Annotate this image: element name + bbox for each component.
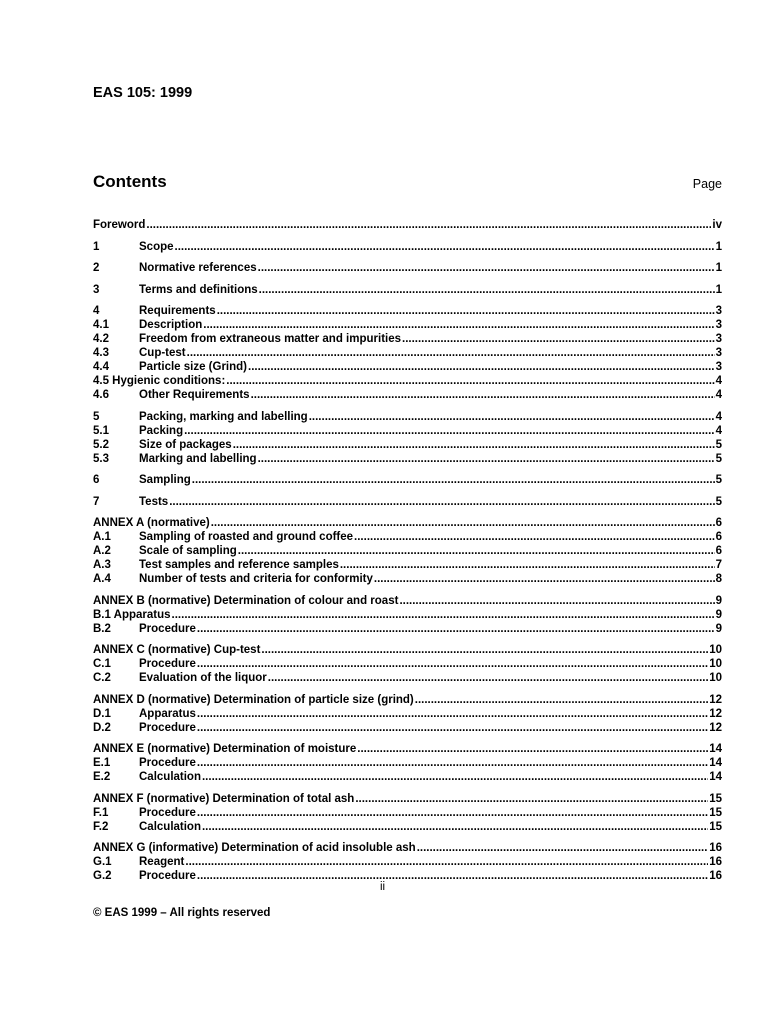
toc-entry-page: 4	[715, 389, 722, 401]
contents-heading: Contents	[93, 172, 167, 191]
toc-entry	[93, 806, 722, 820]
toc-entry	[93, 792, 722, 806]
toc-dot-leader	[399, 594, 714, 608]
toc-entry	[93, 304, 722, 318]
toc-dot-leader	[309, 410, 715, 424]
toc-dot-leader	[258, 261, 715, 275]
toc-entry-title: Terms and definitions	[139, 283, 258, 296]
toc-entry-title: ANNEX D (normative) Determination of particle size (grind)	[93, 693, 414, 706]
toc-entry-number: 4.3	[93, 347, 109, 359]
toc-entry-title: Particle size (Grind)	[139, 361, 248, 373]
toc-entry-page: 3	[715, 347, 722, 359]
toc-entry-page: 12	[709, 693, 722, 706]
toc-entry	[93, 544, 722, 558]
toc-dot-leader	[184, 424, 714, 438]
toc-entry-page: iv	[712, 219, 722, 231]
toc-entry	[93, 693, 722, 707]
toc-entry-page: 16	[709, 870, 722, 882]
toc-entry-title: Procedure	[139, 870, 196, 882]
toc-entry	[93, 360, 722, 374]
toc-entry-title: ANNEX G (informative) Determination of acid insoluble ash	[93, 842, 416, 854]
toc-entry	[93, 657, 722, 671]
toc-entry-number: E.1	[93, 757, 111, 769]
toc-entry-number: C.1	[93, 658, 111, 670]
toc-entry	[93, 346, 722, 360]
toc-entry-page: 6	[715, 517, 722, 529]
copyright-notice: © EAS 1999 – All rights reserved	[93, 907, 271, 919]
toc-dot-leader	[354, 530, 715, 544]
toc-entry-title: Marking and labelling	[139, 452, 257, 465]
toc-entry-number: A.4	[93, 573, 111, 585]
toc-entry-page: 15	[709, 792, 722, 805]
toc-entry-title: Other Requirements	[139, 389, 250, 401]
toc-entry-title: Evaluation of the liquor	[139, 672, 267, 684]
toc-entry-page: 10	[709, 644, 722, 656]
toc-entry-page: 14	[709, 743, 722, 755]
toc-entry-number: F.1	[93, 806, 109, 819]
toc-entry	[93, 438, 722, 452]
toc-entry-title: Scope	[139, 240, 174, 253]
toc-dot-leader	[175, 240, 715, 254]
toc-entry-title: Calculation	[139, 771, 201, 783]
toc-entry-number: 3	[93, 283, 100, 296]
toc-entry-title: Normative references	[139, 262, 257, 274]
toc-dot-leader	[202, 820, 708, 834]
toc-entry-title: Scale of sampling	[139, 545, 237, 557]
toc-dot-leader	[172, 608, 715, 622]
toc-dot-leader	[402, 332, 715, 346]
toc-entry-page: 6	[715, 531, 722, 543]
toc-dot-leader	[211, 516, 715, 530]
toc-entry	[93, 594, 722, 608]
toc-entry	[93, 608, 722, 622]
page-number: ii	[380, 881, 386, 893]
toc-entry-page: 4	[715, 375, 722, 387]
toc-entry	[93, 530, 722, 544]
toc-entry-number: G.1	[93, 856, 112, 868]
toc-entry	[93, 643, 722, 657]
toc-entry	[93, 721, 722, 735]
toc-dot-leader	[417, 841, 709, 855]
toc-entry-page: 6	[715, 545, 722, 557]
toc-entry	[93, 869, 722, 883]
toc-entry-title: Packing, marking and labelling	[139, 410, 308, 423]
toc-entry	[93, 452, 722, 466]
toc-entry-page: 14	[709, 757, 722, 769]
toc-entry-page: 1	[715, 283, 722, 296]
toc-entry-title: B.1 Apparatus	[93, 608, 171, 621]
toc-entry	[93, 820, 722, 834]
toc-entry-title: Size of packages	[139, 438, 232, 451]
toc-entry	[93, 742, 722, 756]
toc-entry-page: 3	[715, 361, 722, 373]
toc-dot-leader	[185, 855, 708, 869]
toc-entry-page: 1	[715, 262, 722, 274]
toc-entry-page: 4	[715, 424, 722, 437]
toc-entry-title: ANNEX F (normative) Determination of total ash	[93, 792, 355, 805]
toc-entry-number: E.2	[93, 771, 111, 783]
toc-entry-page: 15	[709, 806, 722, 819]
toc-entry-page: 9	[715, 594, 722, 607]
toc-dot-leader	[238, 544, 715, 558]
toc-entry-number: D.1	[93, 707, 111, 720]
toc-entry	[93, 410, 722, 424]
toc-dot-leader	[357, 742, 708, 756]
toc-entry	[93, 283, 722, 297]
toc-dot-leader	[197, 657, 708, 671]
toc-entry	[93, 770, 722, 784]
toc-entry-page: 3	[715, 319, 722, 331]
toc-entry	[93, 558, 722, 572]
toc-entry-page: 5	[715, 438, 722, 451]
toc-dot-leader	[187, 346, 715, 360]
toc-dot-leader	[169, 495, 714, 509]
toc-entry	[93, 707, 722, 721]
toc-entry-page: 3	[715, 305, 722, 317]
toc-entry-title: Cup-test	[139, 347, 186, 359]
toc-entry	[93, 473, 722, 487]
toc-entry-title: Procedure	[139, 622, 196, 635]
toc-entry-title: Packing	[139, 424, 184, 437]
toc-dot-leader	[259, 283, 715, 297]
toc-entry	[93, 756, 722, 770]
toc-dot-leader	[197, 756, 708, 770]
page-column-heading: Page	[692, 177, 722, 191]
toc-dot-leader	[258, 452, 715, 466]
toc-entry-page: 8	[715, 573, 722, 585]
toc-entry-title: Test samples and reference samples	[139, 559, 339, 571]
toc-entry-number: 5.1	[93, 424, 109, 437]
toc-entry-page: 3	[715, 333, 722, 345]
toc-entry-number: F.2	[93, 820, 109, 833]
toc-dot-leader	[268, 671, 708, 685]
toc-dot-leader	[248, 360, 715, 374]
toc-entry-title: Foreword	[93, 219, 146, 231]
toc-entry-number: 4.6	[93, 389, 109, 401]
toc-entry	[93, 261, 722, 275]
toc-entry-number: 5.2	[93, 438, 109, 451]
toc-entry-page: 16	[709, 856, 722, 868]
toc-dot-leader	[340, 558, 715, 572]
document-identifier: EAS 105: 1999	[93, 85, 193, 101]
toc-entry-title: Description	[139, 319, 203, 331]
toc-dot-leader	[261, 643, 708, 657]
toc-entry-page: 7	[715, 559, 722, 571]
toc-entry-number: 2	[93, 262, 100, 274]
toc-entry-number: G.2	[93, 870, 112, 882]
toc-dot-leader	[197, 622, 715, 636]
toc-entry-number: C.2	[93, 672, 111, 684]
toc-entry-number: 1	[93, 240, 100, 253]
toc-entry-title: 4.5 Hygienic conditions:	[93, 375, 226, 387]
toc-entry-title: ANNEX A (normative)	[93, 517, 210, 529]
toc-entry-page: 4	[715, 410, 722, 423]
toc-entry	[93, 572, 722, 586]
toc-entry	[93, 495, 722, 509]
toc-entry-title: Procedure	[139, 806, 196, 819]
toc-entry-page: 14	[709, 771, 722, 783]
toc-entry-title: Tests	[139, 495, 169, 508]
toc-entry-page: 10	[709, 658, 722, 670]
toc-dot-leader	[217, 304, 715, 318]
toc-dot-leader	[197, 806, 708, 820]
toc-dot-leader	[233, 438, 715, 452]
toc-entry-page: 16	[709, 842, 722, 854]
toc-entry-page: 9	[715, 622, 722, 635]
toc-dot-leader	[374, 572, 715, 586]
toc-dot-leader	[146, 218, 711, 232]
toc-entry-page: 9	[715, 608, 722, 621]
toc-entry-page: 10	[709, 672, 722, 684]
toc-entry-title: Sampling of roasted and ground coffee	[139, 531, 354, 543]
toc-entry-number: B.2	[93, 622, 111, 635]
toc-entry-page: 5	[715, 452, 722, 465]
toc-entry-title: Apparatus	[139, 707, 196, 720]
toc-entry-number: 4.1	[93, 319, 109, 331]
toc-entry-number: 6	[93, 474, 100, 486]
toc-dot-leader	[226, 374, 714, 388]
toc-entry-title: Requirements	[139, 305, 216, 317]
toc-entry-number: D.2	[93, 721, 111, 734]
toc-entry-title: Procedure	[139, 658, 196, 670]
toc-entry-number: 4.4	[93, 361, 109, 373]
toc-entry-number: 4.2	[93, 333, 109, 345]
toc-entry	[93, 622, 722, 636]
toc-entry-number: A.2	[93, 545, 111, 557]
toc-entry	[93, 240, 722, 254]
toc-entry-title: Sampling	[139, 474, 191, 486]
toc-entry-number: 4	[93, 305, 100, 317]
toc-entry-title: ANNEX E (normative) Determination of moisture	[93, 743, 357, 755]
toc-entry-title: Procedure	[139, 757, 196, 769]
toc-entry-number: 5	[93, 410, 100, 423]
toc-entry-title: ANNEX C (normative) Cup-test	[93, 644, 261, 656]
toc-entry	[93, 841, 722, 855]
toc-entry-number: A.1	[93, 531, 111, 543]
toc-dot-leader	[197, 869, 708, 883]
toc-entry-page: 1	[715, 240, 722, 253]
toc-dot-leader	[355, 792, 708, 806]
toc-entry	[93, 332, 722, 346]
toc-entry-page: 12	[709, 707, 722, 720]
toc-entry	[93, 388, 722, 402]
toc-entry	[93, 516, 722, 530]
table-of-contents	[93, 218, 722, 883]
toc-dot-leader	[197, 721, 708, 735]
toc-entry-title: Number of tests and criteria for conformity	[139, 573, 373, 585]
toc-entry-page: 5	[715, 495, 722, 508]
toc-dot-leader	[192, 473, 715, 487]
toc-entry-number: A.3	[93, 559, 111, 571]
toc-entry	[93, 855, 722, 869]
toc-dot-leader	[203, 318, 714, 332]
toc-entry-title: Calculation	[139, 820, 201, 833]
toc-entry	[93, 218, 722, 232]
toc-dot-leader	[202, 770, 708, 784]
toc-entry-title: Reagent	[139, 856, 185, 868]
toc-dot-leader	[415, 693, 708, 707]
toc-entry	[93, 671, 722, 685]
toc-entry	[93, 424, 722, 438]
toc-entry-number: 5.3	[93, 452, 109, 465]
toc-dot-leader	[197, 707, 708, 721]
toc-entry	[93, 374, 722, 388]
toc-entry-number: 7	[93, 495, 100, 508]
toc-entry	[93, 318, 722, 332]
toc-entry-title: ANNEX B (normative) Determination of colour and roast	[93, 594, 399, 607]
toc-entry-title: Freedom from extraneous matter and impurities	[139, 333, 402, 345]
toc-entry-page: 12	[709, 721, 722, 734]
toc-entry-title: Procedure	[139, 721, 196, 734]
toc-entry-page: 15	[709, 820, 722, 833]
toc-dot-leader	[251, 388, 715, 402]
toc-entry-page: 5	[715, 474, 722, 486]
